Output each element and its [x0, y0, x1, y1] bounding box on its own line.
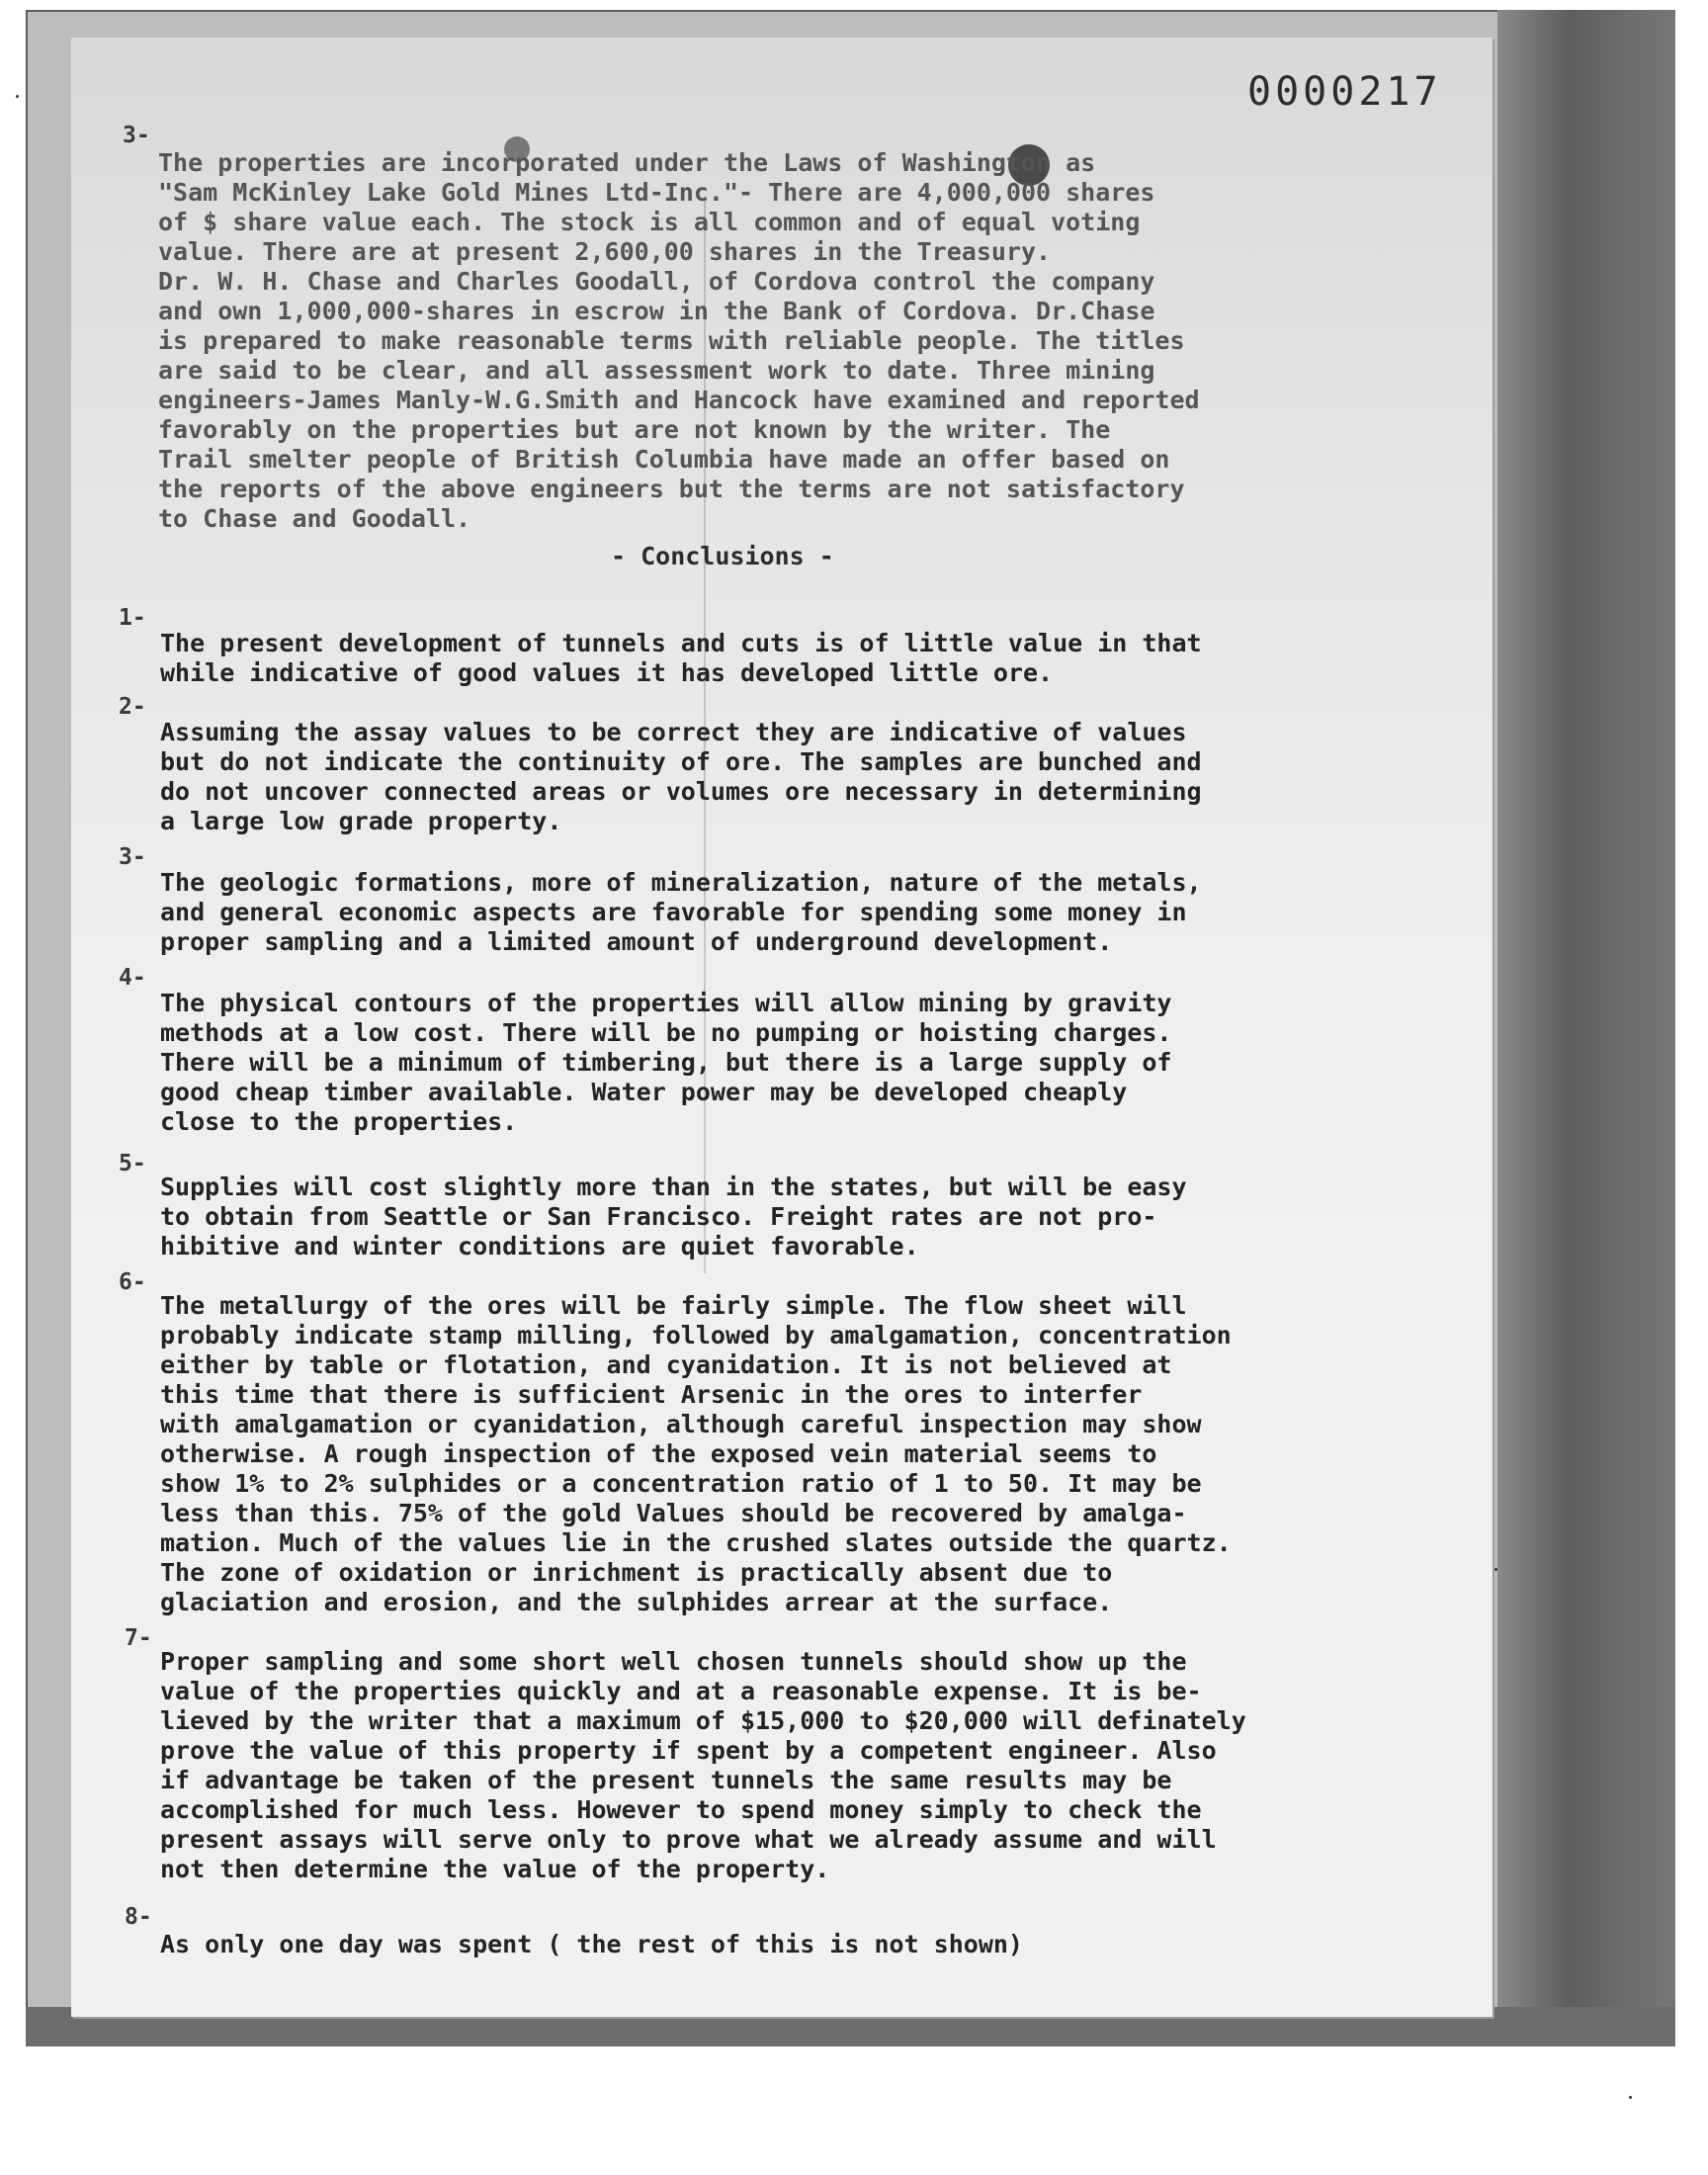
- conclusion-line: value of the properties quickly and at a reasonable expense. It is be-: [160, 1677, 1202, 1705]
- conclusion-line: with amalgamation or cyanidation, although careful inspection may show: [160, 1410, 1202, 1438]
- conclusion-line: close to the properties.: [160, 1107, 518, 1136]
- scan-speck: [1629, 2096, 1632, 2099]
- conclusion-line: good cheap timber available. Water power may be developed cheaply: [160, 1078, 1128, 1106]
- conclusion-line: mation. Much of the values lie in the crushed slates outside the quartz.: [160, 1528, 1232, 1557]
- intro-number: 3-: [123, 123, 150, 148]
- conclusion-line: proper sampling and a limited amount of underground development.: [160, 927, 1113, 956]
- intro-line: to Chase and Goodall.: [158, 504, 471, 533]
- intro-line: is prepared to make reasonable terms with reliable people. The titles: [158, 326, 1185, 355]
- conclusion-line: prove the value of this property if spent by a competent engineer. Also: [160, 1736, 1217, 1765]
- conclusion-line: otherwise. A rough inspection of the exposed vein material seems to: [160, 1439, 1157, 1468]
- conclusion-paragraph: [160, 989, 1485, 1137]
- conclusion-line: not then determine the value of the property.: [160, 1855, 830, 1883]
- conclusion-line: and general economic aspects are favorable for spending some money in: [160, 898, 1187, 926]
- conclusion-line: but do not indicate the continuity of ore. The samples are bunched and: [160, 747, 1202, 776]
- intro-line: favorably on the properties but are not known by the writer. The: [158, 415, 1111, 444]
- conclusion-line: if advantage be taken of the present tunnels the same results may be: [160, 1766, 1172, 1794]
- conclusions-heading: - Conclusions -: [611, 542, 834, 570]
- conclusion-line: to obtain from Seattle or San Francisco. Freight rates are not pro-: [160, 1202, 1157, 1231]
- conclusion-line: Supplies will cost slightly more than in the states, but will be easy: [160, 1173, 1187, 1201]
- conclusion-paragraph: [160, 1930, 1485, 1959]
- conclusion-line: There will be a minimum of timbering, but there is a large supply of: [160, 1048, 1172, 1077]
- conclusion-line: The geologic formations, more of mineralization, nature of the metals,: [160, 868, 1202, 897]
- conclusion-line: probably indicate stamp milling, followed by amalgamation, concentration: [160, 1321, 1232, 1349]
- intro-line: value. There are at present 2,600,00 shares in the Treasury.: [158, 237, 1052, 266]
- conclusion-line: lieved by the writer that a maximum of $15,000 to $20,000 will definately: [160, 1706, 1246, 1735]
- intro-line: "Sam McKinley Lake Gold Mines Ltd-Inc."- There are 4,000,000 shares: [158, 178, 1155, 207]
- conclusion-line: The physical contours of the properties will allow mining by gravity: [160, 989, 1172, 1017]
- conclusion-number: 3-: [119, 844, 146, 870]
- conclusion-line: while indicative of good values it has developed little ore.: [160, 658, 1054, 687]
- conclusion-line: methods at a low cost. There will be no pumping or hoisting charges.: [160, 1018, 1172, 1047]
- conclusion-line: Proper sampling and some short well chosen tunnels should show up the: [160, 1647, 1187, 1676]
- intro-line: Dr. W. H. Chase and Charles Goodall, of Cordova control the company: [158, 267, 1155, 296]
- conclusion-line: accomplished for much less. However to spend money simply to check the: [160, 1795, 1202, 1824]
- conclusion-line: The zone of oxidation or inrichment is practically absent due to: [160, 1558, 1113, 1587]
- conclusion-number: 6-: [119, 1269, 146, 1295]
- conclusion-paragraph: [160, 718, 1485, 836]
- conclusion-number: 8-: [125, 1904, 152, 1930]
- conclusion-number: 1-: [119, 605, 146, 631]
- scan-speck: [16, 95, 19, 98]
- conclusion-line: The metallurgy of the ores will be fairly simple. The flow sheet will: [160, 1291, 1187, 1320]
- intro-line: The properties are incorporated under the Laws of Washington as: [158, 148, 1096, 177]
- conclusion-number: 2-: [119, 694, 146, 720]
- intro-line: the reports of the above engineers but the terms are not satisfactory: [158, 475, 1185, 503]
- conclusion-line: this time that there is sufficient Arsenic in the ores to interfer: [160, 1380, 1143, 1409]
- conclusion-paragraph: [160, 868, 1485, 957]
- intro-line: are said to be clear, and all assessment work to date. Three mining: [158, 356, 1155, 385]
- conclusion-paragraph: [160, 1291, 1485, 1617]
- intro-line: engineers-James Manly-W.G.Smith and Hancock have examined and reported: [158, 386, 1200, 414]
- conclusion-line: glaciation and erosion, and the sulphides arrear at the surface.: [160, 1588, 1113, 1616]
- conclusion-line: The present development of tunnels and cuts is of little value in that: [160, 629, 1202, 657]
- intro-line: Trail smelter people of British Columbia have made an offer based on: [158, 445, 1170, 474]
- conclusion-number: 5-: [119, 1151, 146, 1176]
- conclusion-line: hibitive and winter conditions are quiet favorable.: [160, 1232, 919, 1261]
- intro-line: and own 1,000,000-shares in escrow in the Bank of Cordova. Dr.Chase: [158, 297, 1155, 325]
- conclusion-paragraph: [160, 1173, 1485, 1262]
- intro-paragraph: [158, 148, 1463, 534]
- conclusion-line: either by table or flotation, and cyanidation. It is not believed at: [160, 1350, 1172, 1379]
- scan-speck: [1494, 1568, 1497, 1571]
- conclusion-line: do not uncover connected areas or volumes ore necessary in determining: [160, 777, 1202, 806]
- conclusion-line: a large low grade property.: [160, 807, 562, 835]
- conclusion-paragraph: [160, 1647, 1485, 1884]
- conclusion-line: less than this. 75% of the gold Values should be recovered by amalga-: [160, 1499, 1187, 1527]
- conclusion-line: show 1% to 2% sulphides or a concentration ratio of 1 to 50. It may be: [160, 1469, 1202, 1498]
- scan-edge-shadow: [1497, 10, 1675, 2046]
- conclusion-number: 7-: [125, 1625, 152, 1651]
- conclusion-paragraph: [160, 629, 1485, 688]
- conclusion-line: Assuming the assay values to be correct they are indicative of values: [160, 718, 1187, 746]
- conclusion-line: As only one day was spent ( the rest of this is not shown): [160, 1930, 1023, 1958]
- page-code: 0000217: [1247, 69, 1442, 115]
- conclusion-number: 4-: [119, 965, 146, 991]
- conclusion-line: present assays will serve only to prove what we already assume and will: [160, 1825, 1217, 1854]
- intro-line: of $ share value each. The stock is all common and of equal voting: [158, 208, 1141, 236]
